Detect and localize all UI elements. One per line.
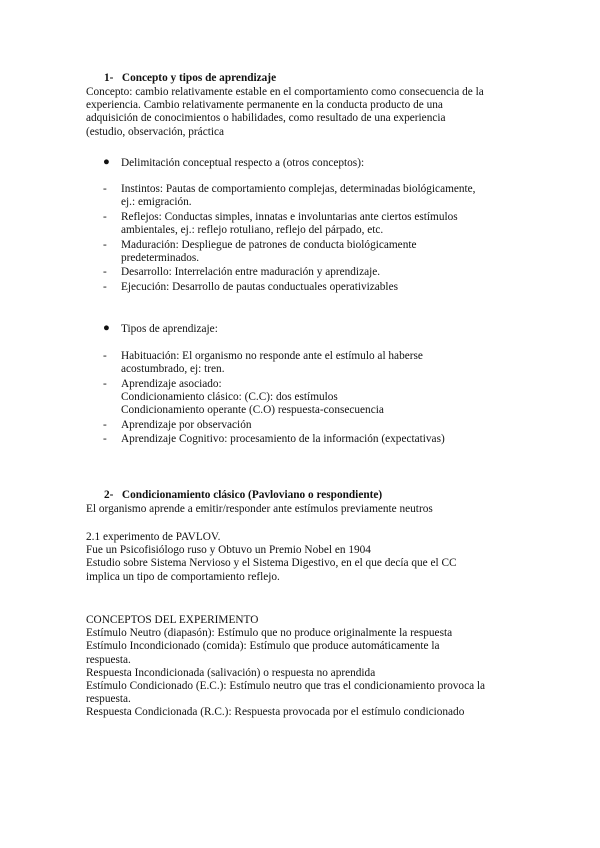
list-item-instintos: - Instintos: Pautas de comportamiento complejas, determinadas biológicamente, ej.: emigración.: [103, 183, 476, 209]
section-1-heading: [104, 72, 276, 85]
concepts-heading: CONCEPTOS DEL EXPERIMENTO: [86, 614, 259, 626]
list-item-maduracion: - Maduración: Despliegue de patrones de conducta biológicamente predeterminados.: [103, 239, 417, 265]
section-1-title: Concepto y tipos de aprendizaje: [121, 72, 277, 84]
section-2-title: Condicionamiento clásico (Pavloviano o respondiente): [121, 489, 383, 501]
section-2-number: 2-: [104, 489, 114, 501]
list-item-observacion: - Aprendizaje por observación: [103, 419, 252, 431]
section-2-heading: [104, 489, 382, 502]
list-item-ejecucion: - Ejecución: Desarrollo de pautas conductuales operativizables: [103, 281, 398, 293]
list-item-habituacion: - Habituación: El organismo no responde ante el estímulo al haberse acostumbrado, ej: tren.: [103, 350, 423, 376]
list-item-cognitivo: - Aprendizaje Cognitivo: procesamiento de la información (expectativas): [103, 433, 445, 445]
bullet-dot-icon: ●: [103, 322, 110, 334]
bullet-dot-icon: ●: [103, 156, 110, 168]
concepts-block: CONCEPTOS DEL EXPERIMENTO Estímulo Neutro (diapasón): Estímulo que no produce originalmente la respuesta Estímulo Incondicionado (comida): Estímulo que produce automáticamente la respuesta. Respuesta Incondicionada (salivación) o respuesta no aprendida Estímulo Condicionado (E.C.): Estímulo neutro que tras el condicionamiento provoca la respuesta. Respuesta Condicionada (R.C.): Respuesta provocada por el estímulo condicionado: [86, 614, 514, 720]
section-1-number: 1-: [104, 72, 114, 84]
list-item-asociado: - Aprendizaje asociado: Condicionamiento clásico: (C.C): dos estímulos Condicionamiento operante (C.O) respuesta-consecuencia: [103, 378, 384, 417]
list-item-reflejos: - Reflejos: Conductas simples, innatas e involuntarias ante ciertos estímulos ambientales, ej.: reflejo rotuliano, reflejo del párpado, etc.: [103, 211, 458, 237]
section-2-intro: El organismo aprende a emitir/responder ante estímulos previamente neutros: [86, 503, 433, 515]
pavlov-block: 2.1 experimento de PAVLOV. Fue un Psicofisiólogo ruso y Obtuvo un Premio Nobel en 1904 Estudio sobre Sistema Nervioso y el Sistema Digestivo, en el que decía que el CC implica un tipo de comportamiento reflejo.: [86, 531, 457, 583]
document-page: 1- Concepto y tipos de aprendizaje Concepto: cambio relativamente estable en el comportamiento como consecuencia de la experiencia. Cambio relativamente permanente en la conducta producto de una adquisición de conocimientos o habilidades, como resultado de una experiencia (estudio, observación, práctica ● Delimitación conceptual respecto a (otros conceptos): - Instintos: Pautas de comportamiento complejas, determinadas biológicamente, ej.: emigración. - Reflejos: Conductas simples, innatas e involuntarias ante ciertos estímulos ambientales, ej.: reflejo rotuliano, reflejo del párpado, etc. - Maduración: Despliegue de patrones de conducta biológicamente predeterminados. - Desarrollo: Interrelación entre maduración y aprendizaje. - Ejecución: Desarrollo de pautas conductuales operativizables ● Tipos de aprendizaje: - Habituación: El organismo no responde ante el estímulo al haberse acostumbrado, ej: tren. - Aprendizaje asociado: Condicionamiento clásico: (C.C): dos estímulos Condicionamiento operante (C.O) respuesta-consecuencia - Aprendizaje por observación - Aprendizaje Cognitivo: procesamiento de la información (expectativas) 2- Condicionamiento clásico (Pavloviano o respondiente) El organismo aprende a emitir/responder ante estímulos previamente neutros 2.1 experimento de PAVLOV. Fue un Psicofisiólogo ruso y Obtuvo un Premio Nobel en 1904 Estudio sobre Sistema Nervioso y el Sistema Digestivo, en el que decía que el CC implica un tipo de comportamiento reflejo. CONCEPTOS DEL EXPERIMENTO Estímulo Neutro (diapasón): Estímulo que no produce originalmente la respuesta Estímulo Incondicionado (comida): Estímulo que produce automáticamente la respuesta. Respuesta Incondicionada (salivación) o respuesta no aprendida Estímulo Condicionado (E.C.): Estímulo neutro que tras el condicionamiento provoca la respuesta. Respuesta Condicionada (R.C.): Respuesta provocada por el estímulo condicionado: [0, 0, 600, 848]
list-item-desarrollo: - Desarrollo: Interrelación entre maduración y aprendizaje.: [103, 266, 381, 278]
concept-paragraph: Concepto: cambio relativamente estable en el comportamiento como consecuencia de la experiencia. Cambio relativamente permanente en la conducta producto de una adquisición de conocimientos o habilidades, como resultado de una experiencia (estudio, observación, práctica: [86, 86, 484, 138]
